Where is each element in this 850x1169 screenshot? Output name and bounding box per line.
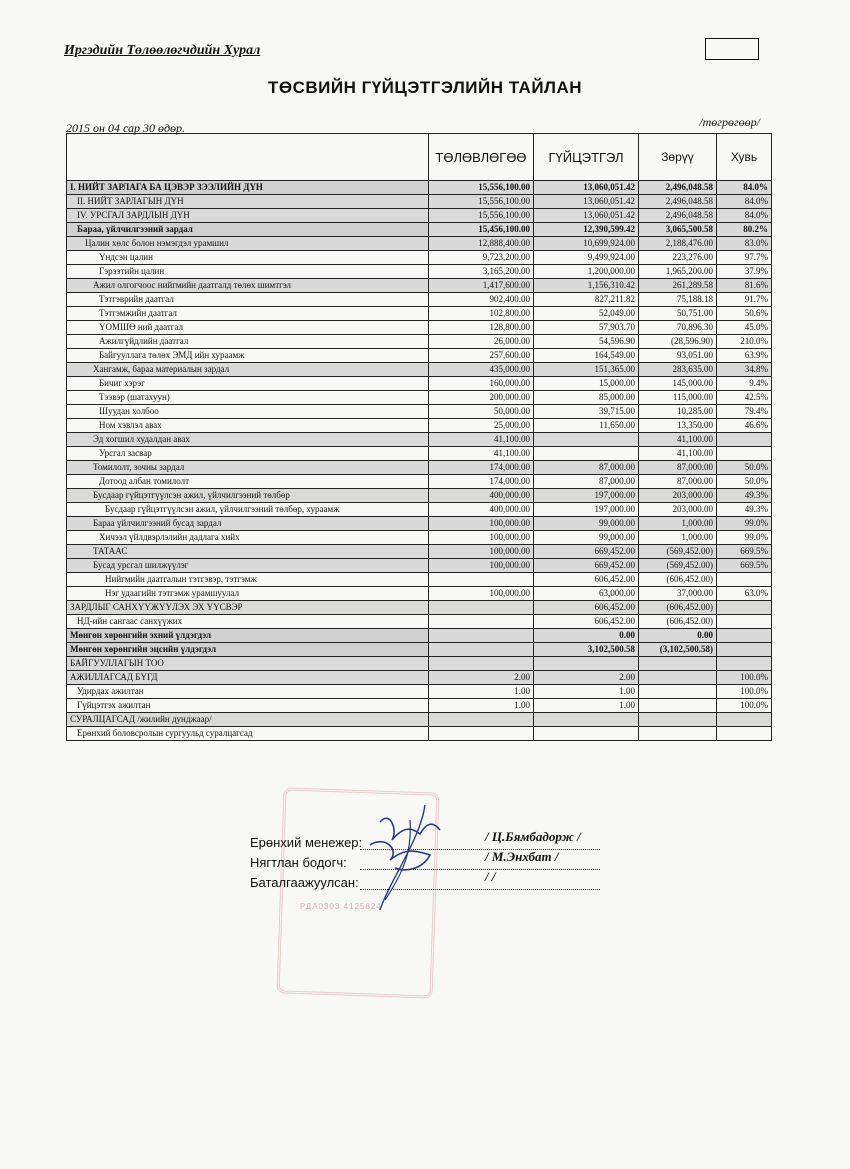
cell-diff: 2,496,048.58 bbox=[639, 209, 717, 223]
cell-actual bbox=[534, 433, 639, 447]
table-row bbox=[67, 713, 772, 727]
cell-plan bbox=[429, 615, 534, 629]
table-row bbox=[67, 209, 772, 223]
row-label: Мөнгөн хөрөнгийн эхний үлдэгдэл bbox=[67, 629, 429, 643]
cell-pct: 91.7% bbox=[717, 293, 772, 307]
cell-actual: 1,156,310.42 bbox=[534, 279, 639, 293]
row-label: Бараа үйлчилгээний бусад зардал bbox=[67, 517, 429, 531]
table-row bbox=[67, 363, 772, 377]
cell-plan bbox=[429, 573, 534, 587]
cell-plan: 41,100.00 bbox=[429, 433, 534, 447]
cell-diff: (3,102,500.58) bbox=[639, 643, 717, 657]
cell-actual: 12,390,599.42 bbox=[534, 223, 639, 237]
stamp-text: РДА0303 4125824 bbox=[300, 902, 382, 911]
cell-diff: (606,452.00) bbox=[639, 573, 717, 587]
organization-name: Иргэдийн Төлөөлөгчдийн Хурал bbox=[64, 43, 261, 58]
cell-diff: (28,596.90) bbox=[639, 335, 717, 349]
cell-actual: 13,060,051.42 bbox=[534, 195, 639, 209]
cell-pct: 83.0% bbox=[717, 237, 772, 251]
cell-plan: 400,000.00 bbox=[429, 503, 534, 517]
cell-diff: 70,896.30 bbox=[639, 321, 717, 335]
cell-plan: 100,000.00 bbox=[429, 531, 534, 545]
cell-diff bbox=[639, 699, 717, 713]
cell-plan: 25,000.00 bbox=[429, 419, 534, 433]
table-row bbox=[67, 643, 772, 657]
cell-actual: 606,452.00 bbox=[534, 601, 639, 615]
cell-plan: 160,000.00 bbox=[429, 377, 534, 391]
row-label: II. НИЙТ ЗАРЛАГЫН ДҮН bbox=[67, 195, 429, 209]
row-label: Урсгал засвар bbox=[67, 447, 429, 461]
cell-pct: 100.0% bbox=[717, 671, 772, 685]
column-header-actual: ГҮЙЦЭТГЭЛ bbox=[534, 134, 639, 181]
cell-actual: 52,049.00 bbox=[534, 307, 639, 321]
cell-plan: 102,800.00 bbox=[429, 307, 534, 321]
cell-actual: 164,549.00 bbox=[534, 349, 639, 363]
table-row bbox=[67, 377, 772, 391]
cell-plan bbox=[429, 713, 534, 727]
accountant-signature-line bbox=[360, 855, 600, 870]
table-row bbox=[67, 349, 772, 363]
cell-pct: 63.9% bbox=[717, 349, 772, 363]
cell-diff: 1,000.00 bbox=[639, 531, 717, 545]
cell-diff: (569,452.00) bbox=[639, 545, 717, 559]
row-label: Байгууллага төлөх ЭМД ийн хураамж bbox=[67, 349, 429, 363]
table-row bbox=[67, 489, 772, 503]
cell-plan bbox=[429, 727, 534, 741]
manager-name: / Ц.Бямбадорж / bbox=[485, 829, 581, 844]
cell-pct bbox=[717, 447, 772, 461]
cell-diff: (606,452.00) bbox=[639, 601, 717, 615]
cell-pct bbox=[717, 433, 772, 447]
cell-diff: 1,965,200.00 bbox=[639, 265, 717, 279]
cell-actual: 57,903.70 bbox=[534, 321, 639, 335]
form-code-box bbox=[705, 38, 759, 60]
cell-actual: 669,452.00 bbox=[534, 559, 639, 573]
row-label: Гэрээтийн цалин bbox=[67, 265, 429, 279]
cell-plan: 128,800.00 bbox=[429, 321, 534, 335]
cell-diff: 50,751.00 bbox=[639, 307, 717, 321]
cell-actual: 606,452.00 bbox=[534, 615, 639, 629]
row-label: Тэтгэврийн даатгал bbox=[67, 293, 429, 307]
cell-diff: 37,000.00 bbox=[639, 587, 717, 601]
cell-actual: 85,000.00 bbox=[534, 391, 639, 405]
cell-pct: 46.6% bbox=[717, 419, 772, 433]
cell-pct bbox=[717, 727, 772, 741]
cell-plan: 100,000.00 bbox=[429, 545, 534, 559]
row-label: Томилолт, зочны зардал bbox=[67, 461, 429, 475]
cell-plan: 2.00 bbox=[429, 671, 534, 685]
cell-plan: 435,000.00 bbox=[429, 363, 534, 377]
cell-pct bbox=[717, 573, 772, 587]
cell-diff bbox=[639, 671, 717, 685]
table-row bbox=[67, 447, 772, 461]
cell-actual: 1,200,000.00 bbox=[534, 265, 639, 279]
table-row bbox=[67, 629, 772, 643]
cell-actual: 63,000.00 bbox=[534, 587, 639, 601]
accountant-name: / М.Энхбат / bbox=[485, 849, 559, 864]
cell-diff: 2,496,048.58 bbox=[639, 181, 717, 195]
cell-plan: 15,556,100.00 bbox=[429, 181, 534, 195]
cell-actual: 39,715.00 bbox=[534, 405, 639, 419]
cell-actual: 2.00 bbox=[534, 671, 639, 685]
row-label: Тэтгэмжийн даатгал bbox=[67, 307, 429, 321]
cell-pct: 81.6% bbox=[717, 279, 772, 293]
cell-plan: 15,556,100.00 bbox=[429, 195, 534, 209]
row-label: Тээвэр (шатахуун) bbox=[67, 391, 429, 405]
cell-diff: 13,350.00 bbox=[639, 419, 717, 433]
row-label: Мөнгөн хөрөнгийн эцсийн үлдэгдэл bbox=[67, 643, 429, 657]
cell-pct: 45.0% bbox=[717, 321, 772, 335]
cell-diff: 1,000.00 bbox=[639, 517, 717, 531]
row-label: ЗАРДЛЫГ САНХҮҮЖҮҮЛЭХ ЭХ ҮҮСВЭР bbox=[67, 601, 429, 615]
verified-label: Баталгаажуулсан: bbox=[250, 875, 359, 890]
cell-plan: 9,723,200.00 bbox=[429, 251, 534, 265]
row-label: ТАТААС bbox=[67, 545, 429, 559]
currency-unit: /төгрөгөөр/ bbox=[699, 115, 760, 129]
row-label: Ажил олгогчоос нийгмийн даатгалд төлөх шимтгэл bbox=[67, 279, 429, 293]
cell-diff: 115,000.00 bbox=[639, 391, 717, 405]
cell-pct bbox=[717, 615, 772, 629]
cell-actual: 54,596.90 bbox=[534, 335, 639, 349]
cell-diff: 261,289.58 bbox=[639, 279, 717, 293]
table-row bbox=[67, 475, 772, 489]
row-label: Үндсэн цалин bbox=[67, 251, 429, 265]
verified-name: / / bbox=[485, 869, 496, 884]
cell-actual: 669,452.00 bbox=[534, 545, 639, 559]
cell-diff: 3,065,500.58 bbox=[639, 223, 717, 237]
row-label: Ерөнхий боловсролын сургуульд суралцагсад bbox=[67, 727, 429, 741]
cell-actual: 1.00 bbox=[534, 685, 639, 699]
cell-diff bbox=[639, 685, 717, 699]
table-row bbox=[67, 279, 772, 293]
cell-pct: 669.5% bbox=[717, 559, 772, 573]
cell-diff: 41,100.00 bbox=[639, 447, 717, 461]
cell-pct bbox=[717, 657, 772, 671]
row-label: Гүйцэтгэх ажилтан bbox=[67, 699, 429, 713]
cell-actual: 197,000.00 bbox=[534, 489, 639, 503]
table-row bbox=[67, 573, 772, 587]
cell-pct: 34.8% bbox=[717, 363, 772, 377]
table-row bbox=[67, 195, 772, 209]
table-row bbox=[67, 531, 772, 545]
row-label: Хангамж, бараа материалын зардал bbox=[67, 363, 429, 377]
cell-pct: 210.0% bbox=[717, 335, 772, 349]
cell-diff: (569,452.00) bbox=[639, 559, 717, 573]
cell-diff: 10,285.00 bbox=[639, 405, 717, 419]
cell-plan: 12,888,400.00 bbox=[429, 237, 534, 251]
table-row bbox=[67, 559, 772, 573]
table-row bbox=[67, 587, 772, 601]
cell-plan: 200,000.00 bbox=[429, 391, 534, 405]
cell-pct: 84.0% bbox=[717, 181, 772, 195]
row-label: Бичиг хэрэг bbox=[67, 377, 429, 391]
column-header-label bbox=[67, 134, 429, 181]
cell-pct bbox=[717, 713, 772, 727]
cell-actual bbox=[534, 447, 639, 461]
row-label: СУРАЛЦАГСАД /жилийн дунджаар/ bbox=[67, 713, 429, 727]
table-row bbox=[67, 699, 772, 713]
cell-plan: 15,556,100.00 bbox=[429, 209, 534, 223]
row-label: БАЙГУУЛЛАГЫН ТОО bbox=[67, 657, 429, 671]
cell-diff: 93,051.00 bbox=[639, 349, 717, 363]
cell-actual: 11,650.00 bbox=[534, 419, 639, 433]
table-row bbox=[67, 335, 772, 349]
row-label: Бусад урсгал шилжүүлэг bbox=[67, 559, 429, 573]
cell-diff bbox=[639, 713, 717, 727]
cell-pct: 100.0% bbox=[717, 699, 772, 713]
cell-plan bbox=[429, 601, 534, 615]
table-row bbox=[67, 727, 772, 741]
cell-diff: 283,635.00 bbox=[639, 363, 717, 377]
table-row bbox=[67, 237, 772, 251]
cell-pct: 99.0% bbox=[717, 517, 772, 531]
cell-actual: 13,060,051.42 bbox=[534, 181, 639, 195]
cell-pct: 49.3% bbox=[717, 503, 772, 517]
row-label: Дотоод албан томилолт bbox=[67, 475, 429, 489]
table-row bbox=[67, 503, 772, 517]
column-header-difference: Зөрүү bbox=[639, 134, 717, 181]
table-row bbox=[67, 601, 772, 615]
budget-execution-table bbox=[66, 133, 772, 741]
row-label: НД-ийн сангаас санхүүжих bbox=[67, 615, 429, 629]
row-label: Бусдаар гүйцэтгүүлсэн ажил, үйлчилгээний төлбөр, хураамж bbox=[67, 503, 429, 517]
cell-actual: 1.00 bbox=[534, 699, 639, 713]
cell-actual: 87,000.00 bbox=[534, 461, 639, 475]
table-row bbox=[67, 265, 772, 279]
table-row bbox=[67, 685, 772, 699]
cell-actual: 99,000.00 bbox=[534, 517, 639, 531]
cell-plan bbox=[429, 629, 534, 643]
table-row bbox=[67, 181, 772, 195]
row-label: Цалин хөлс болон нэмэгдэл урамшил bbox=[67, 237, 429, 251]
cell-diff: 87,000.00 bbox=[639, 461, 717, 475]
cell-pct bbox=[717, 643, 772, 657]
cell-pct: 63.0% bbox=[717, 587, 772, 601]
cell-diff: 223,276.00 bbox=[639, 251, 717, 265]
report-title: ТӨСВИЙН ГҮЙЦЭТГЭЛИЙН ТАЙЛАН bbox=[267, 78, 583, 97]
cell-plan: 26,000.00 bbox=[429, 335, 534, 349]
row-label: Бараа, үйлчилгээний зардал bbox=[67, 223, 429, 237]
cell-plan bbox=[429, 643, 534, 657]
row-label: IV. УРСГАЛ ЗАРДЛЫН ДҮН bbox=[67, 209, 429, 223]
cell-diff: (606,452.00) bbox=[639, 615, 717, 629]
row-label: Шуудан холбоо bbox=[67, 405, 429, 419]
cell-plan: 174,000.00 bbox=[429, 461, 534, 475]
cell-plan: 15,456,100.00 bbox=[429, 223, 534, 237]
cell-pct: 80.2% bbox=[717, 223, 772, 237]
table-body bbox=[67, 181, 772, 741]
cell-diff: 203,000.00 bbox=[639, 503, 717, 517]
cell-plan: 174,000.00 bbox=[429, 475, 534, 489]
cell-pct: 669.5% bbox=[717, 545, 772, 559]
cell-pct: 37.9% bbox=[717, 265, 772, 279]
cell-plan: 41,100.00 bbox=[429, 447, 534, 461]
cell-actual bbox=[534, 727, 639, 741]
table-row bbox=[67, 321, 772, 335]
cell-pct: 9.4% bbox=[717, 377, 772, 391]
cell-actual: 0.00 bbox=[534, 629, 639, 643]
table-row bbox=[67, 405, 772, 419]
table-row bbox=[67, 391, 772, 405]
cell-actual: 9,499,924.00 bbox=[534, 251, 639, 265]
cell-pct: 79.4% bbox=[717, 405, 772, 419]
cell-diff bbox=[639, 657, 717, 671]
cell-diff: 87,000.00 bbox=[639, 475, 717, 489]
cell-plan: 100,000.00 bbox=[429, 587, 534, 601]
cell-plan: 1,417,600.00 bbox=[429, 279, 534, 293]
table-row bbox=[67, 419, 772, 433]
row-label: ҮОМШӨ ний даатгал bbox=[67, 321, 429, 335]
cell-pct bbox=[717, 601, 772, 615]
cell-actual: 151,365.00 bbox=[534, 363, 639, 377]
table-row bbox=[67, 223, 772, 237]
column-header-plan: ТӨЛӨВЛӨГӨӨ bbox=[429, 134, 534, 181]
table-row bbox=[67, 517, 772, 531]
manager-label: Ерөнхий менежер: bbox=[250, 835, 363, 850]
table-row bbox=[67, 307, 772, 321]
cell-plan: 1.00 bbox=[429, 699, 534, 713]
cell-pct: 50.0% bbox=[717, 475, 772, 489]
table-row bbox=[67, 433, 772, 447]
row-label: Бусдаар гүйцэтгүүлсэн ажил, үйлчилгээний төлбөр bbox=[67, 489, 429, 503]
row-label: I. НИЙТ ЗАРЛАГА БА ЦЭВЭР ЗЭЭЛИЙН ДҮН bbox=[67, 181, 429, 195]
cell-actual bbox=[534, 657, 639, 671]
cell-plan: 400,000.00 bbox=[429, 489, 534, 503]
row-label: Ажилгүйдлийн даатгал bbox=[67, 335, 429, 349]
cell-plan: 3,165,200.00 bbox=[429, 265, 534, 279]
cell-plan: 100,000.00 bbox=[429, 517, 534, 531]
table-row bbox=[67, 293, 772, 307]
cell-pct: 42.5% bbox=[717, 391, 772, 405]
cell-pct: 50.6% bbox=[717, 307, 772, 321]
cell-plan: 257,600.00 bbox=[429, 349, 534, 363]
table-row bbox=[67, 615, 772, 629]
cell-diff: 41,100.00 bbox=[639, 433, 717, 447]
cell-pct: 100.0% bbox=[717, 685, 772, 699]
cell-pct: 50.0% bbox=[717, 461, 772, 475]
cell-diff bbox=[639, 727, 717, 741]
report-date: 2015 он 04 сар 30 өдөр. bbox=[66, 121, 186, 135]
table-row bbox=[67, 671, 772, 685]
column-header-percent: Хувь bbox=[717, 134, 772, 181]
cell-pct: 97.7% bbox=[717, 251, 772, 265]
cell-plan: 100,000.00 bbox=[429, 559, 534, 573]
cell-actual: 197,000.00 bbox=[534, 503, 639, 517]
cell-actual: 13,060,051.42 bbox=[534, 209, 639, 223]
row-label: Ном хэвлэл авах bbox=[67, 419, 429, 433]
row-label: АЖИЛЛАГСАД БҮГД bbox=[67, 671, 429, 685]
cell-diff: 0.00 bbox=[639, 629, 717, 643]
row-label: Хичээл үйлдвэрлэлийн дадлага хийх bbox=[67, 531, 429, 545]
table-row bbox=[67, 657, 772, 671]
cell-diff: 145,000.00 bbox=[639, 377, 717, 391]
cell-actual: 15,000.00 bbox=[534, 377, 639, 391]
cell-diff: 75,188.18 bbox=[639, 293, 717, 307]
table-row bbox=[67, 545, 772, 559]
accountant-label: Нягтлан бодогч: bbox=[250, 855, 347, 870]
row-label: Нийгмийн даатгалын тэтгэвэр, тэтгэмж bbox=[67, 573, 429, 587]
cell-diff: 2,496,048.58 bbox=[639, 195, 717, 209]
table-header-row bbox=[67, 134, 772, 181]
cell-actual bbox=[534, 713, 639, 727]
row-label: Удирдах ажилтан bbox=[67, 685, 429, 699]
table-row bbox=[67, 251, 772, 265]
cell-plan: 50,000.00 bbox=[429, 405, 534, 419]
cell-diff: 203,000.00 bbox=[639, 489, 717, 503]
cell-pct bbox=[717, 629, 772, 643]
cell-plan: 902,400.00 bbox=[429, 293, 534, 307]
cell-pct: 84.0% bbox=[717, 195, 772, 209]
row-label: Нэг удаагийн тэтгэмж урамшуулал bbox=[67, 587, 429, 601]
cell-actual: 606,452.00 bbox=[534, 573, 639, 587]
cell-pct: 99.0% bbox=[717, 531, 772, 545]
cell-pct: 84.0% bbox=[717, 209, 772, 223]
cell-diff: 2,188,476.00 bbox=[639, 237, 717, 251]
cell-actual: 3,102,500.58 bbox=[534, 643, 639, 657]
cell-actual: 99,000.00 bbox=[534, 531, 639, 545]
table-row bbox=[67, 461, 772, 475]
row-label: Эд хогшил худалдан авах bbox=[67, 433, 429, 447]
cell-plan: 1.00 bbox=[429, 685, 534, 699]
cell-pct: 49.3% bbox=[717, 489, 772, 503]
cell-plan bbox=[429, 657, 534, 671]
cell-actual: 87,000.00 bbox=[534, 475, 639, 489]
verified-signature-line bbox=[360, 875, 600, 890]
cell-actual: 10,699,924.00 bbox=[534, 237, 639, 251]
cell-actual: 827,211.82 bbox=[534, 293, 639, 307]
